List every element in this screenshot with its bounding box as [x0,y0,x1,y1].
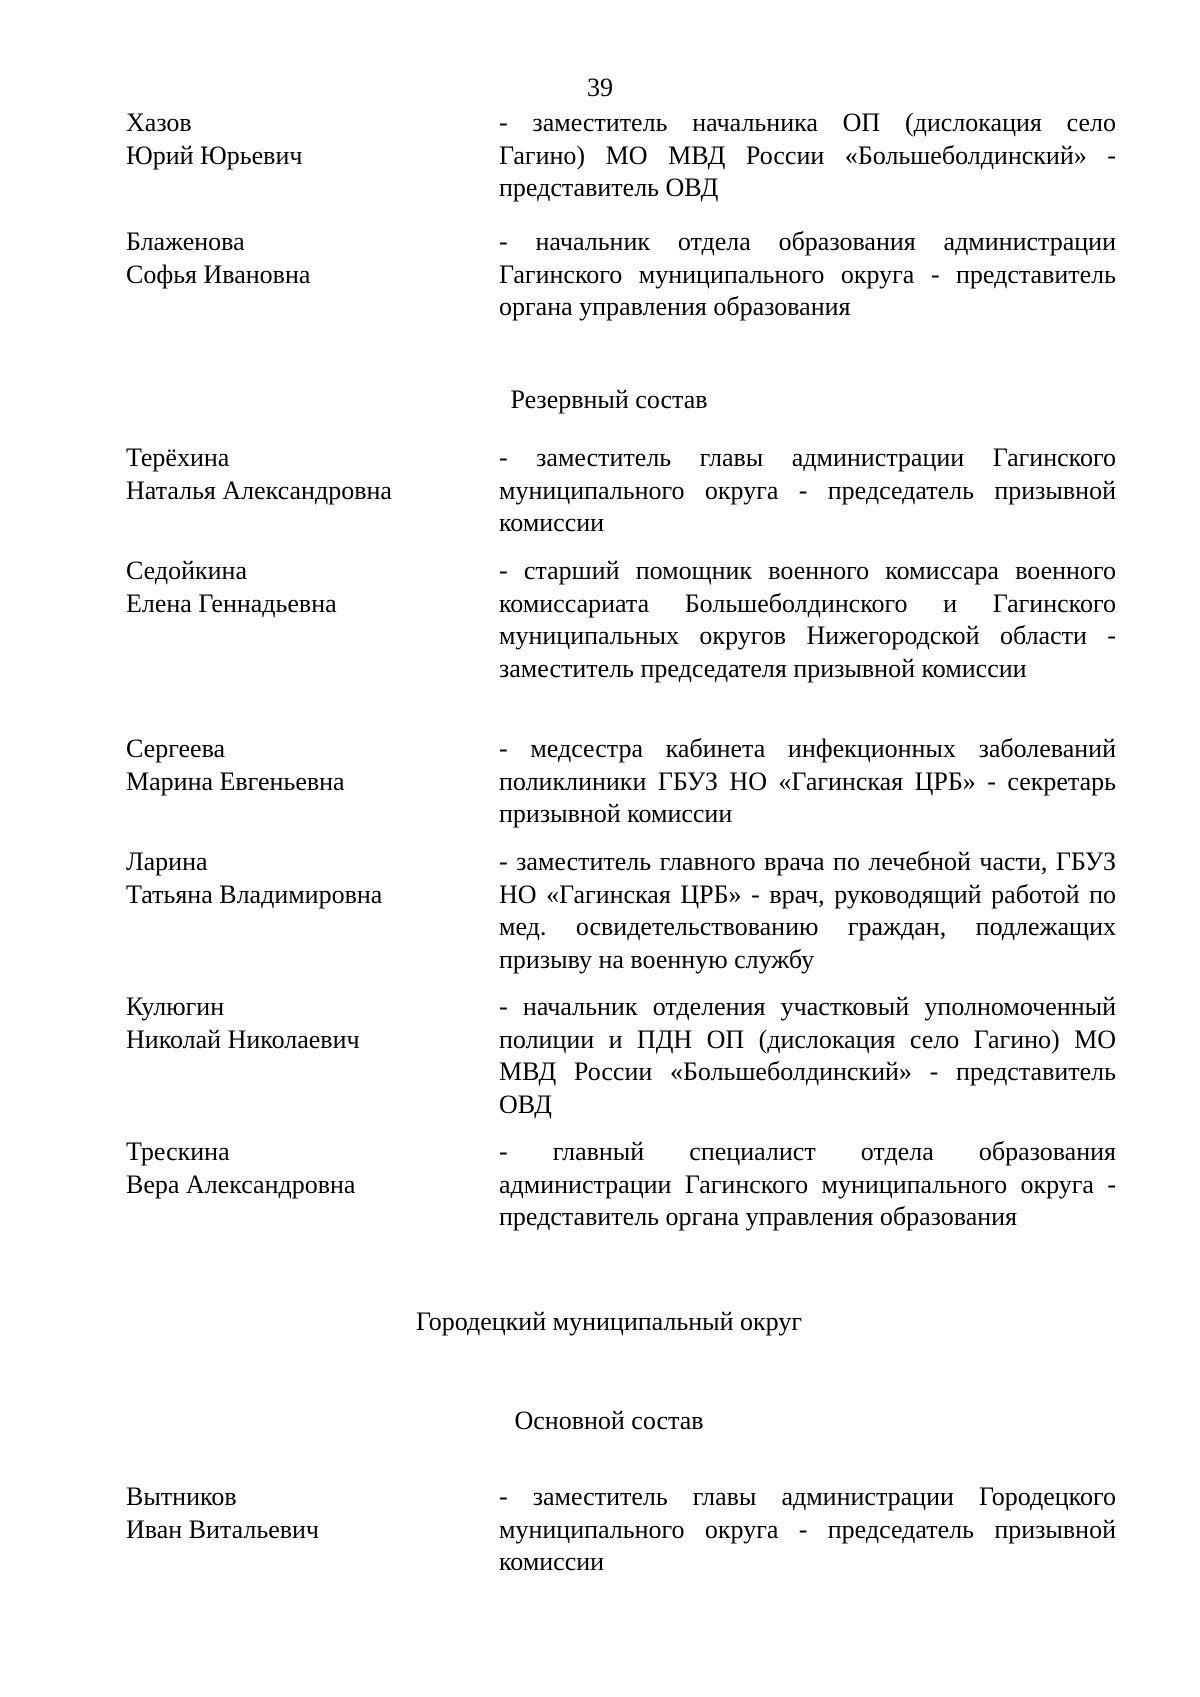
member-given-names: Софья Ивановна [126,259,311,289]
member-surname: Сергеева [126,734,226,763]
member-given-names: Вера Александровна [126,1169,356,1199]
member-surname: Трескина [126,1137,230,1166]
member-name [126,107,486,172]
member-given-names: Юрий Юрьевич [126,140,303,170]
section-heading-reserve: Резервный состав [510,385,708,414]
member-surname: Терёхина [126,443,230,472]
member-given-names: Наталья Александровна [126,475,392,505]
member-name [126,1481,486,1546]
member-name [126,442,486,507]
member-role: - заместитель начальника ОП (дислокация село Гагино) МО МВД России «Большеболдинский» - представитель ОВД [499,108,1116,202]
member-name [126,226,486,291]
member-surname: Ларина [126,847,208,876]
member-name [126,555,486,620]
member-surname: Хазов [126,108,192,137]
member-surname: Вытников [126,1482,237,1511]
member-name [126,991,486,1056]
member-role: - начальник отделения участковый уполномоченный полиции и ПДН ОП (дислокация село Гагино) МО МВД России «Большеболдинский» - представитель ОВД [499,992,1116,1119]
member-given-names: Татьяна Владимировна [126,879,383,909]
member-role: - заместитель главы администрации Городецкого муниципального округа - председатель призывной комиссии [499,1482,1116,1576]
member-surname: Седойкина [126,556,247,585]
member-surname: Кулюгин [126,992,225,1021]
member-name [126,733,486,798]
member-name [126,1136,486,1201]
member-given-names: Елена Геннадьевна [126,588,337,618]
section-heading-district: Городецкий муниципальный округ [415,1307,802,1336]
member-given-names: Николай Николаевич [126,1024,360,1054]
member-role: - главный специалист отдела образования администрации Гагинского муниципального округа - представитель органа управления образования [499,1137,1116,1231]
member-role: - старший помощник военного комиссара военного комиссариата Большеболдинского и Гагинского муниципальных округов Нижегородской области - заместитель председателя призывной комиссии [499,556,1116,683]
member-role: - медсестра кабинета инфекционных заболеваний поликлиники ГБУЗ НО «Гагинская ЦРБ» - секретарь призывной комиссии [499,734,1116,828]
member-surname: Блаженова [126,227,245,256]
member-given-names: Иван Витальевич [126,1514,320,1544]
page-number: 39 [587,73,613,102]
member-given-names: Марина Евгеньевна [126,766,345,796]
member-role: - заместитель главного врача по лечебной части, ГБУЗ НО «Гагинская ЦРБ» - врач, руководящий работой по мед. освидетельствованию граждан, подлежащих призыву на военную службу [499,847,1116,974]
member-role: - начальник отдела образования администрации Гагинского муниципального округа - представитель органа управления образования [499,227,1116,321]
member-role: - заместитель главы администрации Гагинского муниципального округа - председатель призывной комиссии [499,443,1116,537]
member-name [126,846,486,911]
section-heading-main: Основной состав [514,1406,704,1435]
